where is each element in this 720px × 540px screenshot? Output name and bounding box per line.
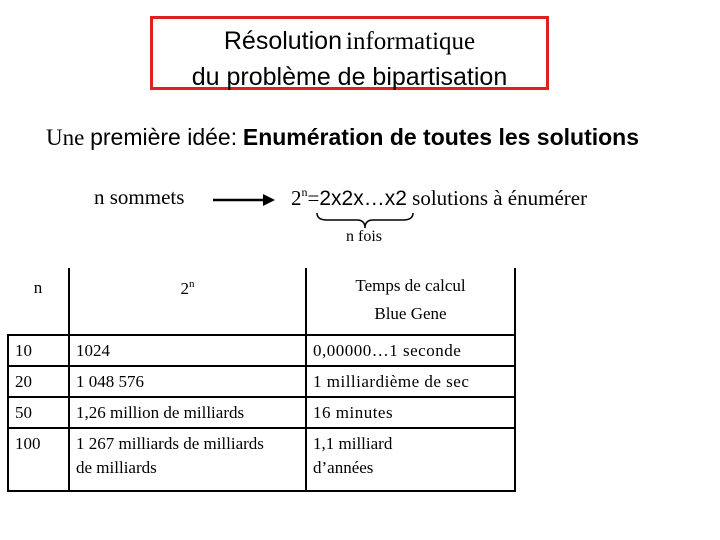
formula-equals: = xyxy=(307,186,320,210)
header-power-base: 2 xyxy=(180,279,189,298)
table-header-row xyxy=(8,268,515,335)
title-word-resolution: Résolution xyxy=(223,27,342,55)
formula-exponent: n xyxy=(301,185,308,199)
cell-time: 0,00000…1 seconde xyxy=(306,335,515,366)
cell-n: 100 xyxy=(8,428,69,491)
n-sommets: n sommets xyxy=(94,185,185,209)
idea-prefix-une: Une xyxy=(46,125,85,150)
idea-enumeration: Enumération de toutes les solutions xyxy=(242,124,640,150)
cell-n: 50 xyxy=(8,397,69,428)
right-arrow-icon xyxy=(213,193,275,207)
cell-value-line1: 1 267 milliards de milliards xyxy=(76,434,264,453)
cell-value: 1,26 million de milliards xyxy=(69,397,306,428)
cell-time-line2: d’années xyxy=(313,458,374,477)
title-word-informatique: informatique xyxy=(346,28,476,55)
header-time-line1: Temps de calcul xyxy=(355,276,466,295)
header-n: n xyxy=(8,268,69,335)
title-box xyxy=(150,16,549,90)
cell-value-line2: de milliards xyxy=(76,458,157,477)
header-time-line2: Blue Gene xyxy=(374,304,447,323)
formula-product: 2x2x…x2 xyxy=(319,187,407,210)
header-power xyxy=(69,268,306,335)
table-row xyxy=(8,397,515,428)
cell-time xyxy=(306,428,515,491)
header-time xyxy=(306,268,515,335)
header-power-exp: n xyxy=(189,278,195,290)
formula xyxy=(291,185,587,211)
table-row xyxy=(8,428,515,491)
complexity-table xyxy=(7,268,516,492)
table-row xyxy=(8,366,515,397)
cell-time: 16 minutes xyxy=(306,397,515,428)
n-fois-label: n fois xyxy=(346,228,382,245)
cell-n: 10 xyxy=(8,335,69,366)
cell-n: 20 xyxy=(8,366,69,397)
cell-value: 1024 xyxy=(69,335,306,366)
idea-line xyxy=(46,124,639,151)
formula-suffix: solutions à énumérer xyxy=(412,186,588,210)
title-line-2: du problème de bipartisation xyxy=(191,63,508,91)
table-row xyxy=(8,335,515,366)
idea-prefix-premiere: première idée: xyxy=(90,124,238,150)
cell-value: 1 048 576 xyxy=(69,366,306,397)
cell-time: 1 milliardième de sec xyxy=(306,366,515,397)
cell-value xyxy=(69,428,306,491)
cell-time-line1: 1,1 milliard xyxy=(313,434,393,453)
formula-base: 2 xyxy=(291,186,302,210)
